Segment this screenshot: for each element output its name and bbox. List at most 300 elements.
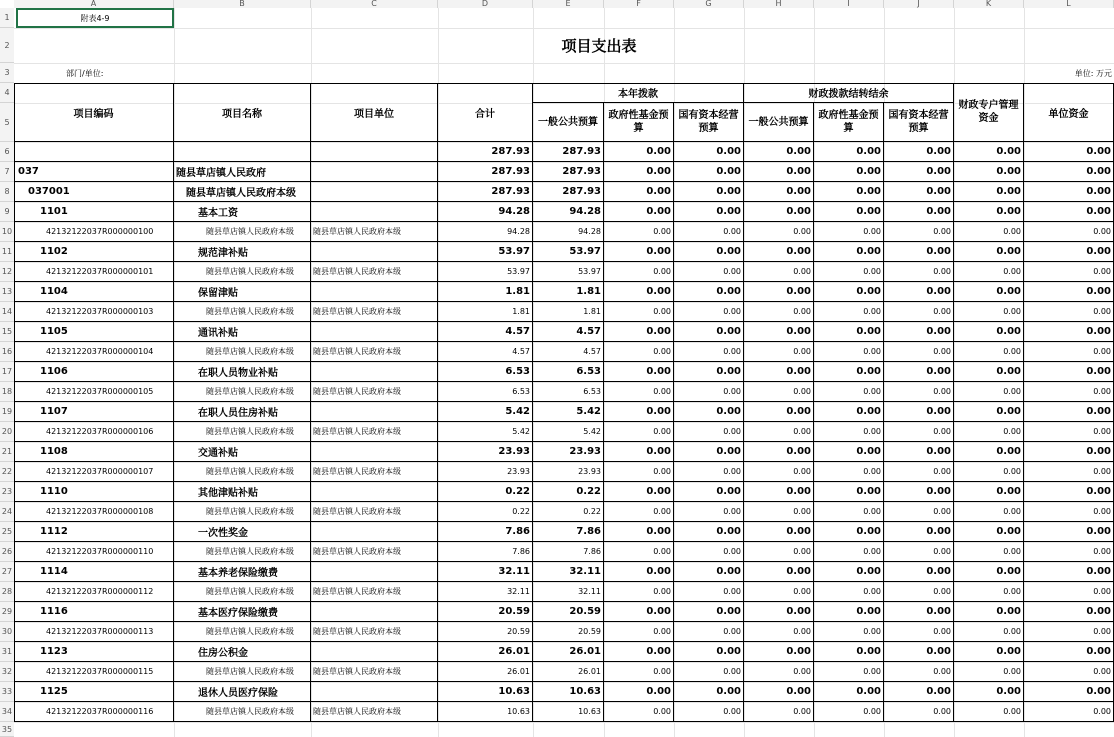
cell-amount[interactable]: 0.00 bbox=[954, 162, 1024, 182]
cell-amount[interactable]: 0.00 bbox=[884, 582, 954, 602]
cell-amount[interactable]: 0.00 bbox=[954, 442, 1024, 462]
column-header-D[interactable]: D bbox=[438, 0, 533, 8]
cell-amount[interactable]: 0.00 bbox=[674, 622, 744, 642]
column-header-C[interactable]: C bbox=[311, 0, 438, 8]
cell-amount[interactable]: 0.00 bbox=[744, 302, 814, 322]
cell-amount[interactable]: 0.00 bbox=[884, 142, 954, 162]
cell-amount[interactable]: 0.00 bbox=[954, 222, 1024, 242]
cell-amount[interactable]: 0.00 bbox=[884, 562, 954, 582]
cell-amount[interactable]: 0.00 bbox=[604, 662, 674, 682]
cell-amount[interactable]: 0.00 bbox=[674, 442, 744, 462]
cell-project-unit[interactable] bbox=[311, 242, 438, 262]
cell-amount[interactable]: 26.01 bbox=[533, 642, 604, 662]
cell-amount[interactable]: 0.00 bbox=[674, 422, 744, 442]
column-header-G[interactable]: G bbox=[674, 0, 744, 8]
cell-amount[interactable]: 0.00 bbox=[674, 282, 744, 302]
cell-amount[interactable]: 0.00 bbox=[814, 622, 884, 642]
cell-amount[interactable]: 0.00 bbox=[674, 542, 744, 562]
cell-amount[interactable]: 0.00 bbox=[954, 362, 1024, 382]
row-header-27[interactable]: 27 bbox=[0, 562, 14, 582]
cell-project-name[interactable]: 基本医疗保险缴费 bbox=[174, 602, 311, 622]
cell-amount[interactable]: 0.00 bbox=[954, 262, 1024, 282]
cell-amount[interactable]: 0.00 bbox=[814, 702, 884, 722]
cell-project-code[interactable]: 42132122037R000000101 bbox=[14, 262, 174, 282]
cell-amount[interactable]: 0.22 bbox=[533, 502, 604, 522]
cell-project-name[interactable]: 随县草店镇人民政府本级 bbox=[174, 702, 311, 722]
cell-amount[interactable]: 0.00 bbox=[954, 242, 1024, 262]
cell-amount[interactable]: 0.00 bbox=[954, 522, 1024, 542]
column-header-H[interactable]: H bbox=[744, 0, 814, 8]
cell-amount[interactable]: 0.00 bbox=[744, 542, 814, 562]
cell-project-unit[interactable] bbox=[311, 202, 438, 222]
cell-project-name[interactable]: 随县草店镇人民政府本级 bbox=[174, 382, 311, 402]
cell-amount[interactable]: 0.00 bbox=[674, 462, 744, 482]
cell-project-name[interactable]: 随县草店镇人民政府本级 bbox=[174, 502, 311, 522]
cell-amount[interactable]: 0.00 bbox=[744, 682, 814, 702]
cell-amount[interactable]: 0.00 bbox=[1024, 422, 1114, 442]
cell-amount[interactable]: 26.01 bbox=[438, 642, 533, 662]
cell-amount[interactable]: 0.00 bbox=[954, 282, 1024, 302]
cell-amount[interactable]: 0.00 bbox=[744, 362, 814, 382]
cell-amount[interactable]: 0.00 bbox=[674, 482, 744, 502]
cell-amount[interactable]: 0.00 bbox=[884, 502, 954, 522]
cell-amount[interactable]: 5.42 bbox=[438, 422, 533, 442]
cell-project-unit[interactable] bbox=[311, 642, 438, 662]
cell-amount[interactable]: 0.00 bbox=[884, 642, 954, 662]
cell-amount[interactable]: 0.00 bbox=[954, 142, 1024, 162]
cell-amount[interactable]: 0.00 bbox=[674, 642, 744, 662]
cell-amount[interactable]: 0.00 bbox=[814, 482, 884, 502]
cell-amount[interactable]: 0.00 bbox=[954, 482, 1024, 502]
row-header-28[interactable]: 28 bbox=[0, 582, 14, 602]
cell-project-unit[interactable]: 随县草店镇人民政府本级 bbox=[311, 582, 438, 602]
cell-amount[interactable]: 1.81 bbox=[438, 302, 533, 322]
cell-amount[interactable]: 0.00 bbox=[604, 322, 674, 342]
cell-amount[interactable]: 0.00 bbox=[954, 402, 1024, 422]
cell-amount[interactable]: 0.00 bbox=[1024, 362, 1114, 382]
cell-amount[interactable]: 0.00 bbox=[814, 302, 884, 322]
cell-project-code[interactable]: 1104 bbox=[14, 282, 174, 302]
row-header-5[interactable]: 5 bbox=[0, 103, 14, 142]
cell-amount[interactable]: 0.00 bbox=[674, 522, 744, 542]
cell-amount[interactable]: 0.00 bbox=[954, 682, 1024, 702]
row-header-29[interactable]: 29 bbox=[0, 602, 14, 622]
cell-amount[interactable]: 0.00 bbox=[884, 162, 954, 182]
row-header-23[interactable]: 23 bbox=[0, 482, 14, 502]
column-header-J[interactable]: J bbox=[884, 0, 954, 8]
cell-amount[interactable]: 0.00 bbox=[1024, 162, 1114, 182]
cell-amount[interactable]: 4.57 bbox=[438, 322, 533, 342]
cell-amount[interactable]: 0.00 bbox=[884, 322, 954, 342]
cell-amount[interactable]: 287.93 bbox=[533, 162, 604, 182]
cell-amount[interactable]: 6.53 bbox=[533, 362, 604, 382]
cell-project-code[interactable]: 037001 bbox=[14, 182, 174, 202]
cell-amount[interactable]: 0.00 bbox=[674, 142, 744, 162]
cell-amount[interactable]: 0.00 bbox=[744, 442, 814, 462]
cell-amount[interactable]: 0.00 bbox=[744, 282, 814, 302]
cell-amount[interactable]: 0.00 bbox=[954, 422, 1024, 442]
cell-amount[interactable]: 0.00 bbox=[884, 422, 954, 442]
cell-project-code[interactable]: 1105 bbox=[14, 322, 174, 342]
cell-amount[interactable]: 0.00 bbox=[674, 382, 744, 402]
cell-amount[interactable]: 0.00 bbox=[1024, 682, 1114, 702]
cell-amount[interactable]: 0.00 bbox=[1024, 182, 1114, 202]
cell-amount[interactable]: 53.97 bbox=[533, 262, 604, 282]
cell-project-unit[interactable] bbox=[311, 682, 438, 702]
cell-project-name[interactable]: 随县草店镇人民政府本级 bbox=[174, 222, 311, 242]
cell-amount[interactable]: 0.00 bbox=[1024, 342, 1114, 362]
cell-amount[interactable]: 23.93 bbox=[533, 462, 604, 482]
cell-project-unit[interactable]: 随县草店镇人民政府本级 bbox=[311, 662, 438, 682]
cell-amount[interactable]: 0.00 bbox=[744, 342, 814, 362]
cell-amount[interactable]: 0.00 bbox=[954, 322, 1024, 342]
cell-amount[interactable]: 0.00 bbox=[814, 402, 884, 422]
cell-amount[interactable]: 0.00 bbox=[674, 682, 744, 702]
cell-amount[interactable]: 0.00 bbox=[604, 562, 674, 582]
cell-amount[interactable]: 0.00 bbox=[1024, 462, 1114, 482]
row-header-17[interactable]: 17 bbox=[0, 362, 14, 382]
cell-amount[interactable]: 0.00 bbox=[814, 142, 884, 162]
cell-amount[interactable]: 0.22 bbox=[438, 502, 533, 522]
cell-amount[interactable]: 0.00 bbox=[674, 362, 744, 382]
cell-amount[interactable]: 0.00 bbox=[604, 542, 674, 562]
cell-amount[interactable]: 10.63 bbox=[438, 682, 533, 702]
cell-amount[interactable]: 32.11 bbox=[438, 582, 533, 602]
cell-amount[interactable]: 0.00 bbox=[1024, 442, 1114, 462]
cell-amount[interactable]: 0.00 bbox=[604, 702, 674, 722]
cell-project-name[interactable]: 保留津贴 bbox=[174, 282, 311, 302]
cell-amount[interactable]: 0.00 bbox=[744, 522, 814, 542]
cell-amount[interactable]: 287.93 bbox=[438, 142, 533, 162]
cell-amount[interactable]: 0.00 bbox=[814, 362, 884, 382]
cell-amount[interactable]: 0.00 bbox=[814, 182, 884, 202]
cell-amount[interactable]: 0.00 bbox=[744, 662, 814, 682]
cell-amount[interactable]: 0.00 bbox=[674, 222, 744, 242]
cell-amount[interactable]: 0.00 bbox=[674, 162, 744, 182]
cell-amount[interactable]: 0.00 bbox=[814, 542, 884, 562]
cell-amount[interactable]: 0.00 bbox=[604, 162, 674, 182]
cell-project-code[interactable]: 42132122037R000000104 bbox=[14, 342, 174, 362]
cell-project-unit[interactable] bbox=[311, 362, 438, 382]
cell-amount[interactable]: 0.00 bbox=[604, 522, 674, 542]
row-header-11[interactable]: 11 bbox=[0, 242, 14, 262]
cell-project-name[interactable]: 在职人员住房补贴 bbox=[174, 402, 311, 422]
cell-project-unit[interactable] bbox=[311, 162, 438, 182]
row-header-3[interactable]: 3 bbox=[0, 63, 14, 83]
cell-project-code[interactable]: 1110 bbox=[14, 482, 174, 502]
cell-amount[interactable]: 0.00 bbox=[604, 262, 674, 282]
cell-amount[interactable]: 6.53 bbox=[438, 382, 533, 402]
cell-amount[interactable]: 0.00 bbox=[884, 442, 954, 462]
row-header-24[interactable]: 24 bbox=[0, 502, 14, 522]
cell-project-unit[interactable]: 随县草店镇人民政府本级 bbox=[311, 302, 438, 322]
cell-project-name[interactable] bbox=[174, 142, 311, 162]
cell-amount[interactable]: 0.22 bbox=[438, 482, 533, 502]
column-header-I[interactable]: I bbox=[814, 0, 884, 8]
cell-project-unit[interactable]: 随县草店镇人民政府本级 bbox=[311, 462, 438, 482]
cell-project-name[interactable]: 随县草店镇人民政府本级 bbox=[174, 422, 311, 442]
row-header-6[interactable]: 6 bbox=[0, 142, 14, 162]
cell-project-code[interactable]: 42132122037R000000113 bbox=[14, 622, 174, 642]
cell-amount[interactable]: 0.00 bbox=[814, 582, 884, 602]
cell-amount[interactable]: 0.00 bbox=[884, 282, 954, 302]
cell-amount[interactable]: 0.00 bbox=[1024, 222, 1114, 242]
column-header-L[interactable]: L bbox=[1024, 0, 1114, 8]
cell-a1[interactable]: 附表4-9 bbox=[80, 13, 110, 23]
cell-amount[interactable]: 23.93 bbox=[438, 462, 533, 482]
cell-amount[interactable]: 0.00 bbox=[744, 162, 814, 182]
cell-project-name[interactable]: 随县草店镇人民政府本级 bbox=[174, 302, 311, 322]
cell-amount[interactable]: 0.00 bbox=[604, 602, 674, 622]
row-header-20[interactable]: 20 bbox=[0, 422, 14, 442]
cell-amount[interactable]: 287.93 bbox=[533, 182, 604, 202]
column-header-B[interactable]: B bbox=[174, 0, 311, 8]
cell-amount[interactable]: 26.01 bbox=[438, 662, 533, 682]
cell-amount[interactable]: 0.00 bbox=[674, 262, 744, 282]
row-header-7[interactable]: 7 bbox=[0, 162, 14, 182]
row-header-16[interactable]: 16 bbox=[0, 342, 14, 362]
row-header-15[interactable]: 15 bbox=[0, 322, 14, 342]
cell-project-code[interactable]: 42132122037R000000112 bbox=[14, 582, 174, 602]
cell-project-code[interactable]: 037 bbox=[14, 162, 174, 182]
row-header-14[interactable]: 14 bbox=[0, 302, 14, 322]
cell-project-code[interactable]: 1106 bbox=[14, 362, 174, 382]
cell-project-code[interactable]: 1101 bbox=[14, 202, 174, 222]
cell-project-code[interactable] bbox=[14, 142, 174, 162]
cell-amount[interactable]: 1.81 bbox=[533, 302, 604, 322]
cell-amount[interactable]: 7.86 bbox=[438, 522, 533, 542]
cell-amount[interactable]: 6.53 bbox=[533, 382, 604, 402]
cell-amount[interactable]: 7.86 bbox=[438, 542, 533, 562]
cell-amount[interactable]: 0.00 bbox=[1024, 402, 1114, 422]
cell-amount[interactable]: 0.00 bbox=[744, 462, 814, 482]
row-header-2[interactable]: 2 bbox=[0, 28, 14, 63]
cell-amount[interactable]: 1.81 bbox=[438, 282, 533, 302]
cell-amount[interactable]: 0.00 bbox=[884, 402, 954, 422]
cell-amount[interactable]: 0.00 bbox=[954, 502, 1024, 522]
cell-amount[interactable]: 0.00 bbox=[674, 502, 744, 522]
cell-amount[interactable]: 0.00 bbox=[744, 642, 814, 662]
cell-amount[interactable]: 94.28 bbox=[533, 222, 604, 242]
cell-project-code[interactable]: 1107 bbox=[14, 402, 174, 422]
cell-project-unit[interactable]: 随县草店镇人民政府本级 bbox=[311, 382, 438, 402]
cell-amount[interactable]: 10.63 bbox=[533, 702, 604, 722]
cell-amount[interactable]: 0.00 bbox=[954, 382, 1024, 402]
cell-amount[interactable]: 0.00 bbox=[604, 422, 674, 442]
cell-amount[interactable]: 0.00 bbox=[814, 522, 884, 542]
cell-project-unit[interactable] bbox=[311, 322, 438, 342]
cell-project-unit[interactable]: 随县草店镇人民政府本级 bbox=[311, 622, 438, 642]
cell-project-code[interactable]: 42132122037R000000108 bbox=[14, 502, 174, 522]
cell-project-unit[interactable] bbox=[311, 182, 438, 202]
cell-amount[interactable]: 0.00 bbox=[604, 682, 674, 702]
row-header-1[interactable]: 1 bbox=[0, 8, 14, 28]
cell-amount[interactable]: 0.00 bbox=[814, 422, 884, 442]
cell-amount[interactable]: 0.00 bbox=[1024, 522, 1114, 542]
cell-project-unit[interactable]: 随县草店镇人民政府本级 bbox=[311, 702, 438, 722]
row-header-25[interactable]: 25 bbox=[0, 522, 14, 542]
cell-amount[interactable]: 0.00 bbox=[604, 202, 674, 222]
cell-project-name[interactable]: 随县草店镇人民政府本级 bbox=[174, 342, 311, 362]
cell-amount[interactable]: 0.00 bbox=[744, 262, 814, 282]
cell-amount[interactable]: 0.00 bbox=[674, 322, 744, 342]
column-header-A[interactable]: A bbox=[14, 0, 174, 8]
cell-project-unit[interactable] bbox=[311, 562, 438, 582]
cell-amount[interactable]: 0.00 bbox=[814, 602, 884, 622]
cell-amount[interactable]: 0.00 bbox=[674, 402, 744, 422]
cell-amount[interactable]: 20.59 bbox=[438, 602, 533, 622]
cell-project-unit[interactable] bbox=[311, 522, 438, 542]
cell-amount[interactable]: 0.00 bbox=[1024, 142, 1114, 162]
cell-amount[interactable]: 1.81 bbox=[533, 282, 604, 302]
cell-amount[interactable]: 0.00 bbox=[954, 542, 1024, 562]
cell-amount[interactable]: 0.00 bbox=[1024, 382, 1114, 402]
cell-amount[interactable]: 0.00 bbox=[814, 642, 884, 662]
cell-amount[interactable]: 0.00 bbox=[744, 502, 814, 522]
cell-project-unit[interactable] bbox=[311, 442, 438, 462]
cell-amount[interactable]: 0.00 bbox=[744, 702, 814, 722]
cell-amount[interactable]: 0.00 bbox=[1024, 582, 1114, 602]
row-header-32[interactable]: 32 bbox=[0, 662, 14, 682]
cell-amount[interactable]: 287.93 bbox=[438, 162, 533, 182]
cell-project-unit[interactable]: 随县草店镇人民政府本级 bbox=[311, 422, 438, 442]
row-header-10[interactable]: 10 bbox=[0, 222, 14, 242]
row-header-21[interactable]: 21 bbox=[0, 442, 14, 462]
cell-amount[interactable]: 0.00 bbox=[1024, 322, 1114, 342]
cell-amount[interactable]: 10.63 bbox=[533, 682, 604, 702]
cell-amount[interactable]: 0.00 bbox=[744, 622, 814, 642]
cell-amount[interactable]: 0.00 bbox=[1024, 602, 1114, 622]
cell-project-name[interactable]: 一次性奖金 bbox=[174, 522, 311, 542]
cell-amount[interactable]: 0.00 bbox=[744, 142, 814, 162]
cell-project-code[interactable]: 42132122037R000000110 bbox=[14, 542, 174, 562]
cell-amount[interactable]: 0.00 bbox=[744, 562, 814, 582]
cell-amount[interactable]: 0.00 bbox=[674, 182, 744, 202]
cell-amount[interactable]: 0.00 bbox=[604, 502, 674, 522]
column-header-F[interactable]: F bbox=[604, 0, 674, 8]
cell-amount[interactable]: 0.00 bbox=[814, 322, 884, 342]
cell-amount[interactable]: 0.00 bbox=[1024, 502, 1114, 522]
cell-amount[interactable]: 32.11 bbox=[438, 562, 533, 582]
cell-project-unit[interactable] bbox=[311, 482, 438, 502]
cell-amount[interactable]: 0.00 bbox=[744, 242, 814, 262]
column-header-K[interactable]: K bbox=[954, 0, 1024, 8]
cell-amount[interactable]: 0.00 bbox=[604, 182, 674, 202]
row-header-9[interactable]: 9 bbox=[0, 202, 14, 222]
cell-amount[interactable]: 0.00 bbox=[604, 302, 674, 322]
cell-amount[interactable]: 0.00 bbox=[954, 182, 1024, 202]
cell-amount[interactable]: 0.00 bbox=[674, 662, 744, 682]
cell-amount[interactable]: 0.00 bbox=[814, 662, 884, 682]
cell-project-name[interactable]: 随县草店镇人民政府本级 bbox=[174, 542, 311, 562]
cell-amount[interactable]: 0.00 bbox=[674, 582, 744, 602]
cell-amount[interactable]: 4.57 bbox=[533, 342, 604, 362]
cell-project-unit[interactable]: 随县草店镇人民政府本级 bbox=[311, 542, 438, 562]
cell-project-name[interactable]: 随县草店镇人民政府 bbox=[174, 162, 311, 182]
cell-amount[interactable]: 23.93 bbox=[438, 442, 533, 462]
cell-project-name[interactable]: 随县草店镇人民政府本级 bbox=[174, 662, 311, 682]
cell-project-unit[interactable] bbox=[311, 282, 438, 302]
cell-project-code[interactable]: 1123 bbox=[14, 642, 174, 662]
cell-amount[interactable]: 0.00 bbox=[1024, 202, 1114, 222]
cell-amount[interactable]: 0.00 bbox=[954, 602, 1024, 622]
cell-amount[interactable]: 0.00 bbox=[954, 702, 1024, 722]
cell-amount[interactable]: 0.00 bbox=[814, 162, 884, 182]
cell-amount[interactable]: 0.00 bbox=[604, 242, 674, 262]
cell-amount[interactable]: 0.00 bbox=[604, 282, 674, 302]
cell-amount[interactable]: 0.00 bbox=[1024, 302, 1114, 322]
cell-amount[interactable]: 0.00 bbox=[954, 562, 1024, 582]
cell-amount[interactable]: 0.00 bbox=[954, 462, 1024, 482]
cell-amount[interactable]: 0.00 bbox=[884, 462, 954, 482]
cell-amount[interactable]: 0.00 bbox=[1024, 642, 1114, 662]
cell-project-name[interactable]: 随县草店镇人民政府本级 bbox=[174, 262, 311, 282]
cell-project-name[interactable]: 随县草店镇人民政府本级 bbox=[174, 582, 311, 602]
cell-amount[interactable]: 0.00 bbox=[1024, 282, 1114, 302]
cell-amount[interactable]: 0.00 bbox=[954, 202, 1024, 222]
cell-amount[interactable]: 0.00 bbox=[674, 242, 744, 262]
cell-amount[interactable]: 0.00 bbox=[1024, 662, 1114, 682]
cell-project-unit[interactable]: 随县草店镇人民政府本级 bbox=[311, 262, 438, 282]
cell-amount[interactable]: 0.00 bbox=[814, 462, 884, 482]
cell-project-code[interactable]: 42132122037R000000103 bbox=[14, 302, 174, 322]
cell-project-code[interactable]: 1114 bbox=[14, 562, 174, 582]
row-header-8[interactable]: 8 bbox=[0, 182, 14, 202]
cell-amount[interactable]: 0.00 bbox=[814, 342, 884, 362]
cell-amount[interactable]: 0.00 bbox=[954, 342, 1024, 362]
cell-amount[interactable]: 20.59 bbox=[533, 602, 604, 622]
cell-amount[interactable]: 4.57 bbox=[438, 342, 533, 362]
cell-project-code[interactable]: 1108 bbox=[14, 442, 174, 462]
cell-amount[interactable]: 0.00 bbox=[744, 202, 814, 222]
cell-amount[interactable]: 0.00 bbox=[884, 202, 954, 222]
cell-amount[interactable]: 94.28 bbox=[438, 202, 533, 222]
cell-amount[interactable]: 287.93 bbox=[533, 142, 604, 162]
cell-project-code[interactable]: 42132122037R000000115 bbox=[14, 662, 174, 682]
cell-amount[interactable]: 0.00 bbox=[604, 642, 674, 662]
cell-amount[interactable]: 5.42 bbox=[533, 422, 604, 442]
cell-project-name[interactable]: 在职人员物业补贴 bbox=[174, 362, 311, 382]
cell-amount[interactable]: 0.00 bbox=[744, 402, 814, 422]
cell-project-name[interactable]: 住房公积金 bbox=[174, 642, 311, 662]
cell-amount[interactable]: 0.00 bbox=[884, 542, 954, 562]
cell-project-unit[interactable]: 随县草店镇人民政府本级 bbox=[311, 342, 438, 362]
cell-project-code[interactable]: 1125 bbox=[14, 682, 174, 702]
cell-amount[interactable]: 20.59 bbox=[438, 622, 533, 642]
cell-project-code[interactable]: 42132122037R000000106 bbox=[14, 422, 174, 442]
cell-amount[interactable]: 0.00 bbox=[954, 622, 1024, 642]
cell-amount[interactable]: 0.00 bbox=[744, 602, 814, 622]
cell-amount[interactable]: 0.00 bbox=[604, 362, 674, 382]
cell-amount[interactable]: 0.00 bbox=[884, 382, 954, 402]
cell-project-unit[interactable] bbox=[311, 142, 438, 162]
cell-amount[interactable]: 0.00 bbox=[884, 302, 954, 322]
cell-amount[interactable]: 0.00 bbox=[884, 702, 954, 722]
cell-amount[interactable]: 0.00 bbox=[814, 562, 884, 582]
cell-project-name[interactable]: 随县草店镇人民政府本级 bbox=[174, 182, 311, 202]
cell-project-unit[interactable] bbox=[311, 402, 438, 422]
cell-amount[interactable]: 32.11 bbox=[533, 582, 604, 602]
cell-project-unit[interactable]: 随县草店镇人民政府本级 bbox=[311, 502, 438, 522]
row-header-30[interactable]: 30 bbox=[0, 622, 14, 642]
cell-amount[interactable]: 53.97 bbox=[438, 262, 533, 282]
cell-project-name[interactable]: 基本养老保险缴费 bbox=[174, 562, 311, 582]
cell-amount[interactable]: 0.00 bbox=[814, 442, 884, 462]
cell-amount[interactable]: 0.00 bbox=[744, 422, 814, 442]
cell-amount[interactable]: 0.00 bbox=[884, 242, 954, 262]
cell-amount[interactable]: 0.00 bbox=[1024, 482, 1114, 502]
cell-amount[interactable]: 0.00 bbox=[744, 582, 814, 602]
